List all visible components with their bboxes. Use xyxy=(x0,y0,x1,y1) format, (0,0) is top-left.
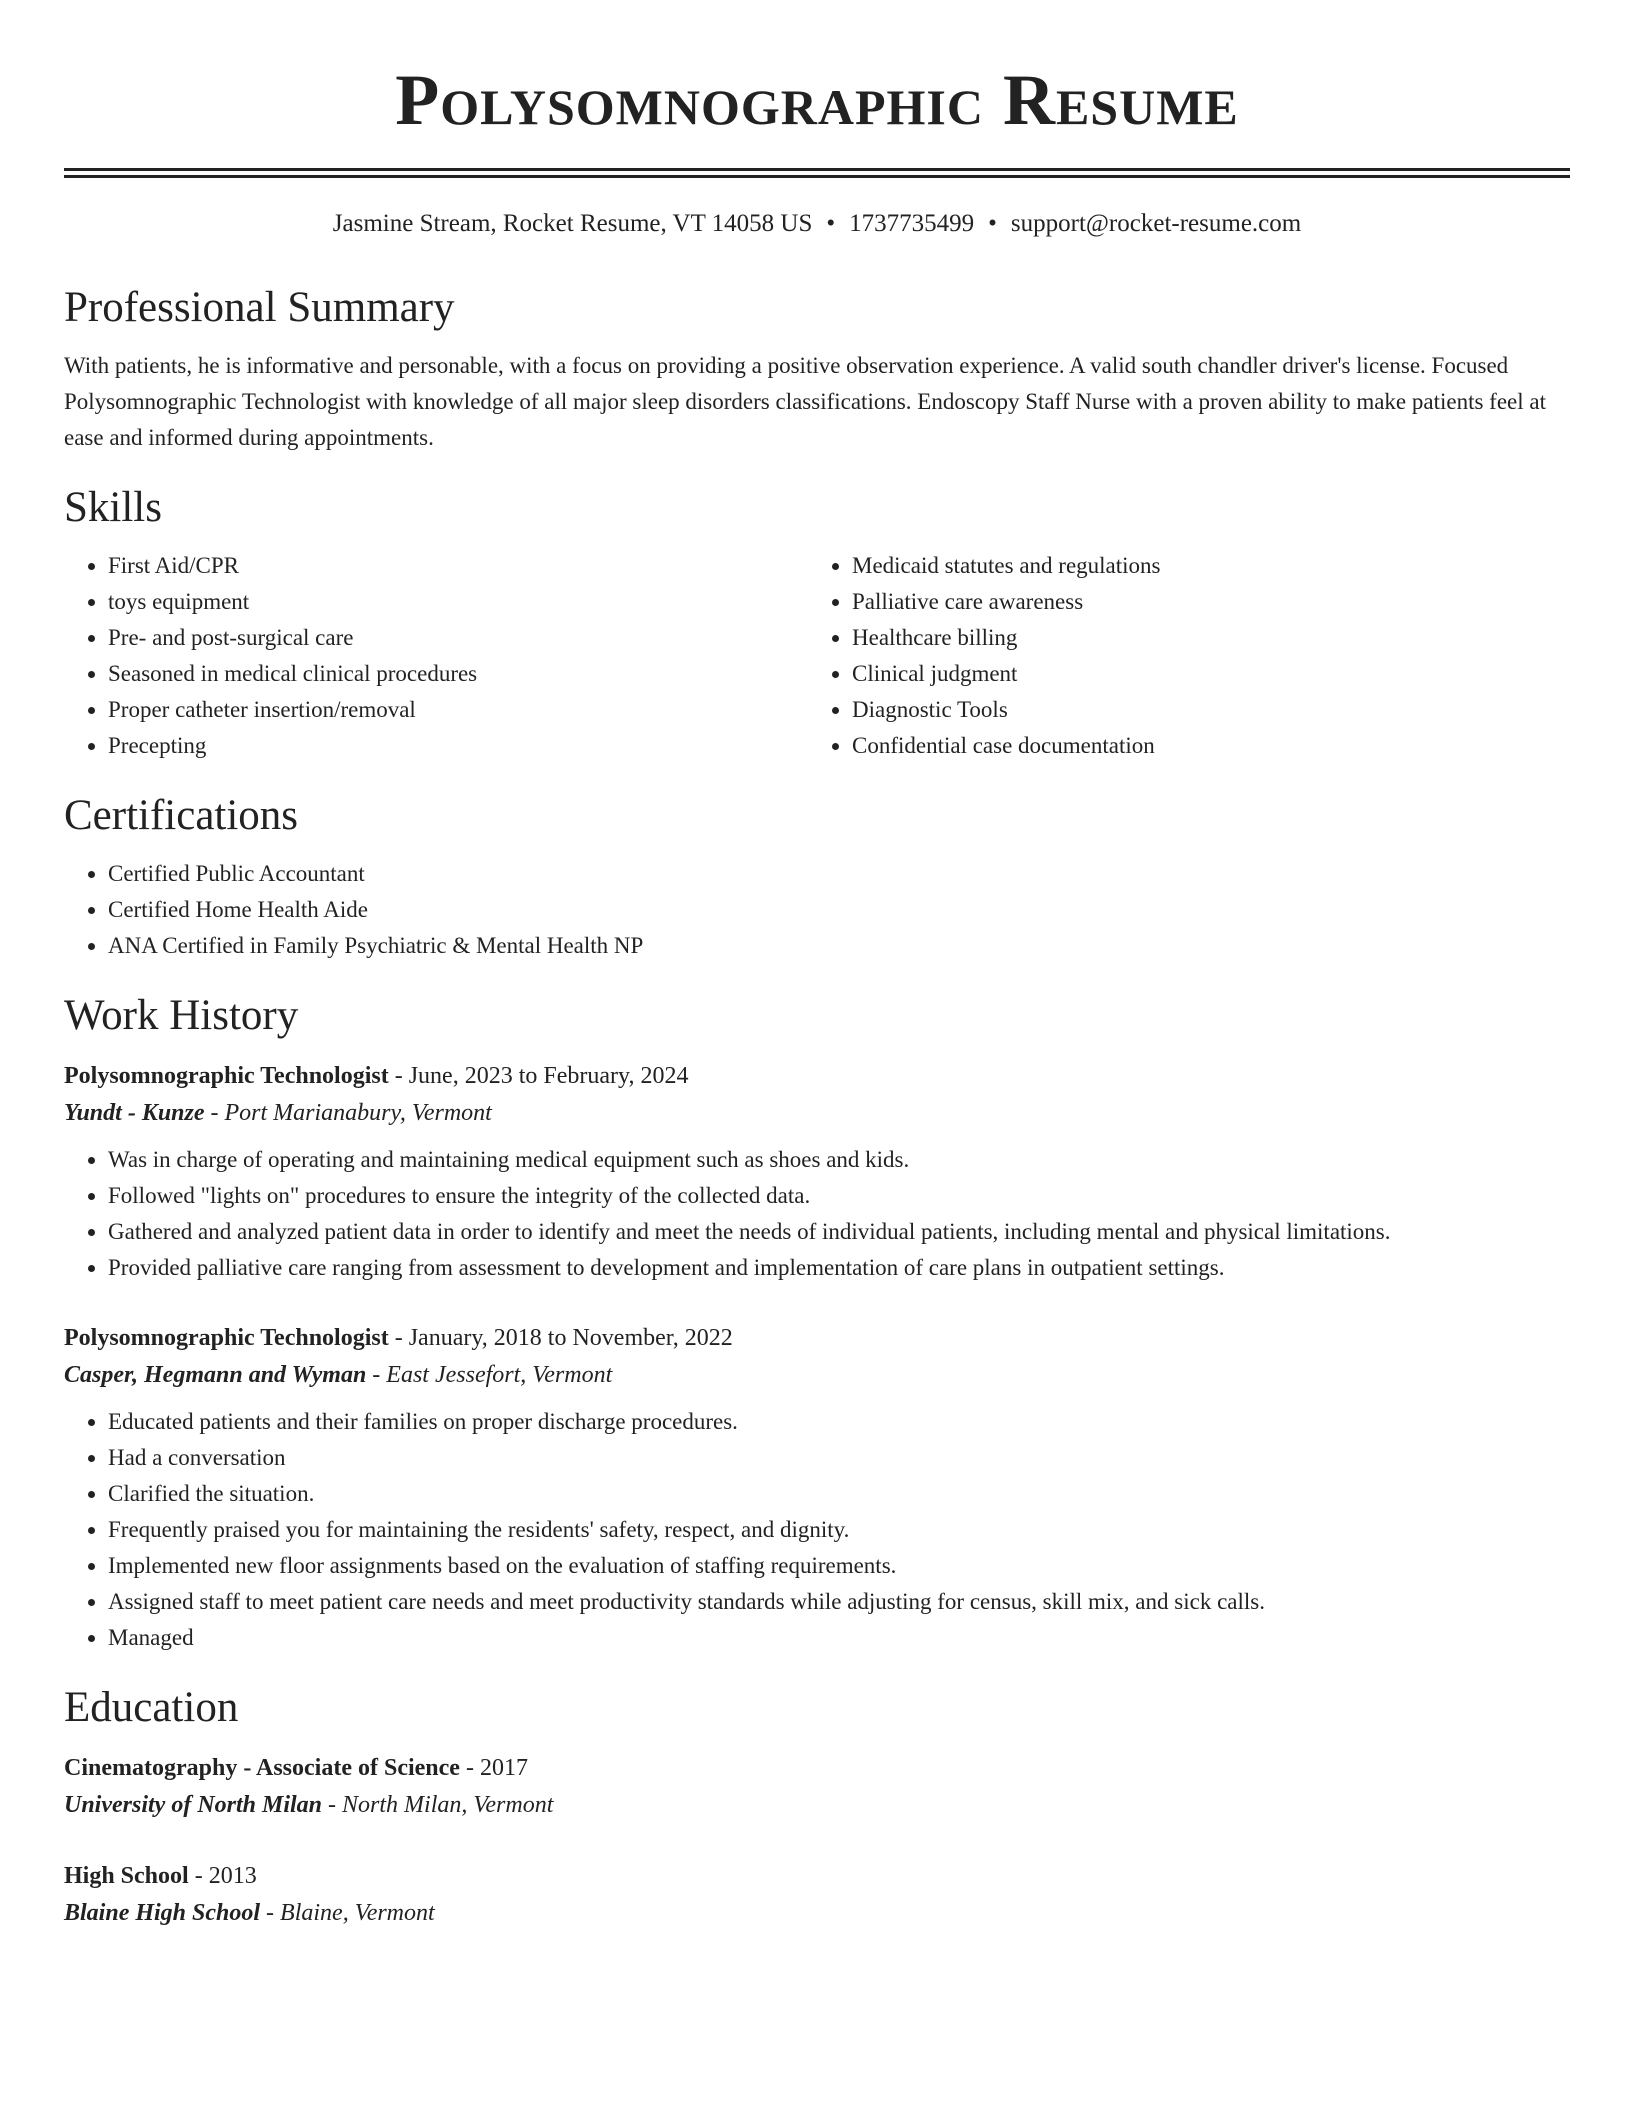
job-entry xyxy=(64,1320,1570,1656)
certification-item: • Certified Public Accountant xyxy=(108,856,1570,892)
job-title-line xyxy=(64,1058,1570,1094)
skills-list-right xyxy=(808,548,1552,764)
job-duty: • Had a conversation xyxy=(108,1440,1570,1476)
education-degree: Cinematography - Associate of Science xyxy=(64,1755,460,1781)
education-heading: Education xyxy=(64,1684,239,1731)
job-duty: • Assigned staff to meet patient care needs and meet productivity standards while adjusting for census, skill mix, and sick calls. xyxy=(108,1584,1570,1620)
work-history-heading: Work History xyxy=(64,992,299,1039)
skill-item: • Healthcare billing xyxy=(852,620,1552,656)
education-degree-line xyxy=(64,1750,1570,1786)
education-location: - North Milan, Vermont xyxy=(322,1792,554,1818)
skill-item: • Palliative care awareness xyxy=(852,584,1552,620)
job-company-line xyxy=(64,1356,1570,1394)
education-degree: High School xyxy=(64,1863,189,1889)
education-entry xyxy=(64,1750,1570,1824)
certification-item: • Certified Home Health Aide xyxy=(108,892,1570,928)
job-duty: • Provided palliative care ranging from assessment to development and implementation of care plans in outpatient settings. xyxy=(108,1250,1570,1286)
skill-item: • Medicaid statutes and regulations xyxy=(852,548,1552,584)
resume-title: Polysomnographic Resume xyxy=(395,60,1239,140)
job-duty: • Followed "lights on" procedures to ensure the integrity of the collected data. xyxy=(108,1178,1570,1214)
job-company: Yundt - Kunze xyxy=(64,1100,205,1126)
contact-separator: • xyxy=(826,210,836,237)
skill-item: • Pre- and post-surgical care xyxy=(108,620,808,656)
education-year: - 2017 xyxy=(459,1755,528,1781)
job-duties-list xyxy=(64,1142,1570,1286)
job-title: Polysomnographic Technologist xyxy=(64,1325,389,1351)
job-duty: • Frequently praised you for maintaining the residents' safety, respect, and dignity. xyxy=(108,1512,1570,1548)
certifications-heading: Certifications xyxy=(64,792,299,839)
contact-line xyxy=(64,208,1570,240)
job-entry xyxy=(64,1058,1570,1286)
education-year: - 2013 xyxy=(188,1863,257,1889)
skill-item: • Confidential case documentation xyxy=(852,728,1552,764)
job-location: - East Jessefort, Vermont xyxy=(366,1362,613,1388)
job-duties-list xyxy=(64,1404,1570,1656)
job-company: Casper, Hegmann and Wyman xyxy=(64,1362,367,1388)
job-duty: • Gathered and analyzed patient data in order to identify and meet the needs of individual patients, including mental and physical limitations. xyxy=(108,1214,1570,1250)
job-duty: • Implemented new floor assignments based on the evaluation of staffing requirements. xyxy=(108,1548,1570,1584)
certification-item: • ANA Certified in Family Psychiatric & Mental Health NP xyxy=(108,928,1570,964)
education-school-line xyxy=(64,1894,1570,1932)
certifications-list xyxy=(64,856,1570,964)
skill-item: • Seasoned in medical clinical procedures xyxy=(108,656,808,692)
job-dates: - June, 2023 to February, 2024 xyxy=(388,1063,689,1089)
contact-address: Jasmine Stream, Rocket Resume, VT 14058 US xyxy=(332,210,813,237)
job-location: - Port Marianabury, Vermont xyxy=(204,1100,492,1126)
skills-list-left xyxy=(64,548,808,764)
title-double-rule xyxy=(64,168,1570,178)
skill-item: • Diagnostic Tools xyxy=(852,692,1552,728)
job-title-line xyxy=(64,1320,1570,1356)
skills-columns xyxy=(64,548,1570,764)
skill-item: • Proper catheter insertion/removal xyxy=(108,692,808,728)
job-duty: • Clarified the situation. xyxy=(108,1476,1570,1512)
contact-email: support@rocket-resume.com xyxy=(1010,210,1302,237)
education-school: Blaine High School xyxy=(64,1900,261,1926)
contact-separator: • xyxy=(988,210,997,237)
summary-text: With patients, he is informative and personable, with a focus on providing a positive observation experience. A valid south chandler driver's license. Focused Polysomnographic Technologist with knowledge of all major sleep disorders classifications. Endoscopy Staff Nurse with a proven ability to make patients feel at ease and informed during appointments. xyxy=(64,353,1546,450)
contact-phone: 1737735499 xyxy=(849,210,975,237)
skill-item: • toys equipment xyxy=(108,584,808,620)
education-degree-line xyxy=(64,1858,1570,1894)
job-duty: • Was in charge of operating and maintaining medical equipment such as shoes and kids. xyxy=(108,1142,1570,1178)
job-title: Polysomnographic Technologist xyxy=(64,1063,389,1089)
education-school: University of North Milan xyxy=(64,1792,323,1818)
job-duty: • Managed xyxy=(108,1620,1570,1656)
education-location: - Blaine, Vermont xyxy=(260,1900,435,1926)
education-entry xyxy=(64,1858,1570,1932)
job-duty: • Educated patients and their families on proper discharge procedures. xyxy=(108,1404,1570,1440)
job-company-line xyxy=(64,1094,1570,1132)
skill-item: • First Aid/CPR xyxy=(108,548,808,584)
education-school-line xyxy=(64,1786,1570,1824)
skills-heading: Skills xyxy=(64,484,162,531)
job-dates: - January, 2018 to November, 2022 xyxy=(388,1325,733,1351)
skill-item: • Precepting xyxy=(108,728,808,764)
skill-item: • Clinical judgment xyxy=(852,656,1552,692)
summary-heading: Professional Summary xyxy=(64,284,455,331)
resume-page xyxy=(64,0,1570,1932)
